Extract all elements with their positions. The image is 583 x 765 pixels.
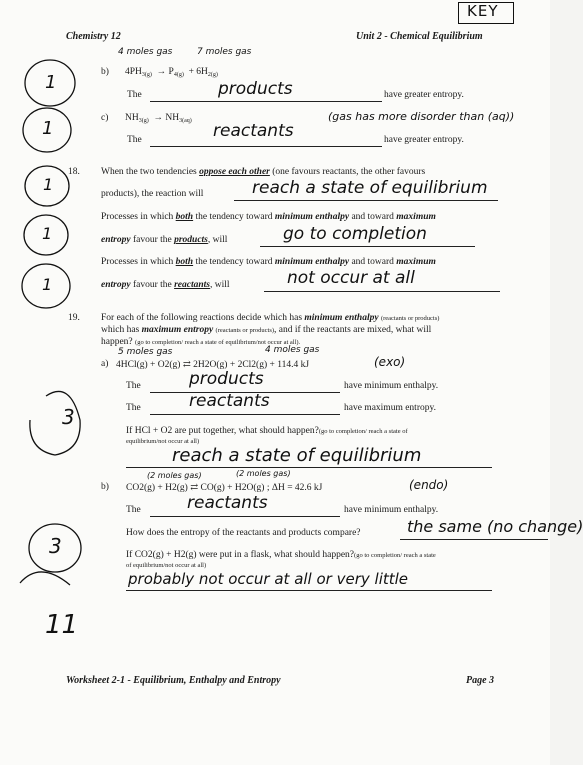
q19b-equation: CO2(g) + H2(g) ⇄ CO(g) + H2O(g) ; ΔH = 42.6 kJ — [126, 483, 323, 493]
q19-intro-2: which has maximum entropy (reactants or products), and if the reactants are mixed, what will — [101, 325, 432, 335]
q17c-the: The — [127, 135, 142, 145]
q18-answer1: reach a state of equilibrium — [252, 178, 488, 198]
q19a-label: a) — [101, 359, 109, 369]
q19a-note-right: 4 moles gas — [265, 345, 320, 355]
mark-q17b: 1 — [45, 72, 57, 93]
q18-answer2: go to completion — [283, 224, 427, 244]
q18-line6: entropy favour the reactants, will — [101, 280, 230, 290]
q18-answer3: not occur at all — [287, 268, 415, 288]
mark-total: 11 — [45, 610, 79, 640]
q19b-tail1: have minimum enthalpy. — [344, 505, 439, 515]
unit-title: Unit 2 - Chemical Equilibrium — [356, 31, 483, 42]
q18-line3: Processes in which both the tendency toward minimum enthalpy and toward maximum — [101, 212, 436, 222]
q17c-tail: have greater entropy. — [384, 135, 464, 145]
q19a-tail2: have maximum entropy. — [344, 403, 436, 413]
q18-line4: entropy favour the products, will — [101, 235, 228, 245]
q19a-question: If HCl + O2 are put together, what should happen?(go to completion/ reach a state of — [126, 426, 408, 436]
q19b-answer2: the same (no change) — [407, 517, 583, 536]
q17b-note-right: 7 moles gas — [197, 47, 252, 57]
q19b-note-right: (2 moles gas) — [236, 469, 291, 478]
q19a-exo: (exo) — [374, 355, 406, 369]
q19b-the1: The — [126, 505, 141, 515]
q19a-answer1: products — [189, 369, 264, 389]
q17b-label: b) — [101, 67, 109, 77]
q19b-answer1: reactants — [187, 493, 268, 513]
q19-number: 19. — [68, 313, 80, 323]
mark-q17c: 1 — [42, 118, 54, 139]
q19b-endo: (endo) — [409, 478, 449, 492]
q19b-answer3: probably not occur at all or very little — [128, 570, 409, 588]
q19a-answer2: reactants — [189, 391, 270, 411]
q17b-equation: $4PH_{3(g)} \to P_{4(g)} + 6H_{2(g)}$ — [125, 67, 218, 78]
key-label: KEY — [467, 2, 499, 20]
q19a-question-options: equilibrium/not occur at all) — [126, 438, 200, 445]
mark-q18-2: 1 — [42, 224, 53, 243]
mark-q18-3: 1 — [42, 275, 53, 294]
course-title: Chemistry 12 — [66, 31, 121, 42]
q17b-the: The — [127, 90, 142, 100]
q17c-equation: $NH_{3(g)} \to NH_{3(aq)}$ — [125, 113, 192, 124]
q17b-tail: have greater entropy. — [384, 90, 464, 100]
q19a-equation: 4HCl(g) + O2(g) ⇄ 2H2O(g) + 2Cl2(g) + 114.4 kJ — [116, 360, 310, 370]
q19b-note-left: (2 moles gas) — [147, 471, 202, 480]
q19-intro-1: For each of the following reactions decide which has minimum enthalpy (reactants or products) — [101, 313, 440, 323]
q18-line1: When the two tendencies oppose each other (one favours reactants, the other favours — [101, 167, 426, 177]
mark-underline-q19b — [20, 572, 70, 585]
q19a-answer3: reach a state of equilibrium — [172, 445, 422, 466]
q17c-note: (gas has more disorder than (aq)) — [328, 110, 515, 123]
q19a-the2: The — [126, 403, 141, 413]
q18-line2: products), the reaction will — [101, 189, 204, 199]
q19a-note-left: 5 moles gas — [118, 347, 173, 357]
page-number: Page 3 — [466, 675, 495, 686]
q17b-answer: products — [218, 79, 293, 99]
q18-line5: Processes in which both the tendency toward minimum enthalpy and toward maximum — [101, 257, 436, 267]
q19b-question1: How does the entropy of the reactants and products compare? — [126, 528, 361, 538]
q19b-question2-options: of equilibrium/not occur at all) — [126, 562, 207, 569]
q17c-label: c) — [101, 113, 109, 123]
q17b-note-left: 4 moles gas — [118, 47, 173, 57]
q19a-the1: The — [126, 381, 141, 391]
q19-intro-3: happen? (go to completion/ reach a state of equilibrium/not occur at all). — [101, 337, 301, 347]
mark-q19a: 3 — [62, 405, 75, 429]
q18-number: 18. — [68, 167, 80, 177]
q19b-question2: If CO2(g) + H2(g) were put in a flask, what should happen?(go to completion/ reach a state — [126, 550, 436, 560]
q17c-answer: reactants — [213, 121, 294, 141]
worksheet-footer: Worksheet 2-1 - Equilibrium, Enthalpy and Entropy — [66, 675, 281, 686]
mark-q18-1: 1 — [43, 175, 54, 194]
mark-q19b: 3 — [49, 534, 62, 558]
q19b-label: b) — [101, 482, 109, 492]
q19a-tail1: have minimum enthalpy. — [344, 381, 439, 391]
